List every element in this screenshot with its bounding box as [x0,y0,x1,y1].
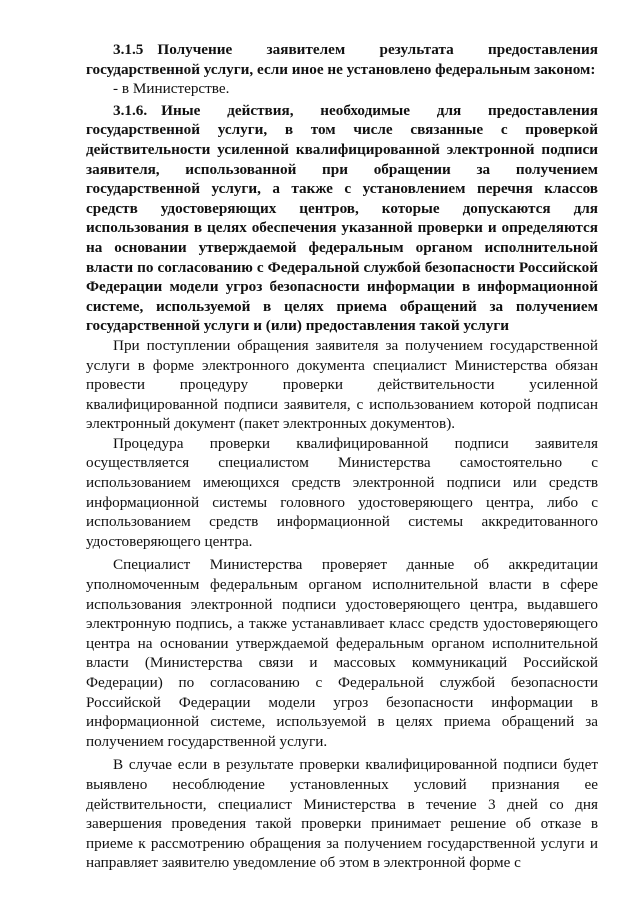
section-3-1-6-number: 3.1.6. [113,101,148,119]
document-page [86,40,598,873]
section-3-1-5-number: 3.1.5 [113,41,144,58]
section-3-1-5-item: - в Министерстве. [113,80,230,98]
paragraph-accreditation-check: Специалист Министерства проверяет данные об аккредитации уполномоченным федеральным органом исполнительной власти в сфере использования электронной подписи удостоверяющего центра, выдавшего электронную подпись, а также устанавливает класс средств удостоверяющего центра на основании утверждаемой федеральным органом исполнительной власти (Министерства связи и массовых коммуникаций Российской Федерации) по согласованию с Федеральной службой безопасности Российской Федерации модели угроз безопасности информации в информационной системе, используемой в целях приема обращений за получением государственной услуги. [86,556,598,750]
section-3-1-6-title: Иные действия, необходимые для предоставления государственной услуги, в том числе связанные с проверкой действительности усиленной квалифицированной электронной подписи заявителя, использованной при обращении за получением государственной услуги, а также с установлением перечня классов средств удостоверяющих центров, которые допускаются для использования в целях обеспечения указанной проверки и определяются на основании утверждаемой федеральным органом исполнительной власти по согласованию с Федеральной службой безопасности Российской Федерации модели угроз безопасности информации в информационной системе, используемой в целях приема обращений за получением государственной услуги и (или) предоставления такой услуги [86,101,598,335]
paragraph-electronic-document-check: При поступлении обращения заявителя за получением государственной услуги в форме электронного документа специалист Министерства обязан провести процедуру проверки действительности усиленной квалифицированной подписи заявителя, с использованием которой подписан электронный документ (пакет электронных документов). [86,336,598,433]
paragraph-check-procedure: Процедура проверки квалифицированной подписи заявителя осуществляется специалистом Министерства самостоятельно с использованием имеющихся средств электронной подписи или средств информационной системы головного удостоверяющего центра, либо с использованием средств информационной системы аккредитованного удостоверяющего центра. [86,434,598,550]
section-3-1-5-heading [86,40,598,79]
section-3-1-6-heading [86,101,598,336]
section-3-1-5-title: Получение заявителем результата предоставления государственной услуги, если иное не установлено федеральным законом: [86,41,598,78]
paragraph-refusal-decision: В случае если в результате проверки квалифицированной подписи будет выявлено несоблюдение установленных условий признания ее действительности, специалист Министерства в течение 3 дней со дня завершения проведения такой проверки принимает решение об отказе в приеме к рассмотрению обращения за получением государственной услуги и направляет заявителю уведомление об этом в электронной форме с [86,756,598,872]
